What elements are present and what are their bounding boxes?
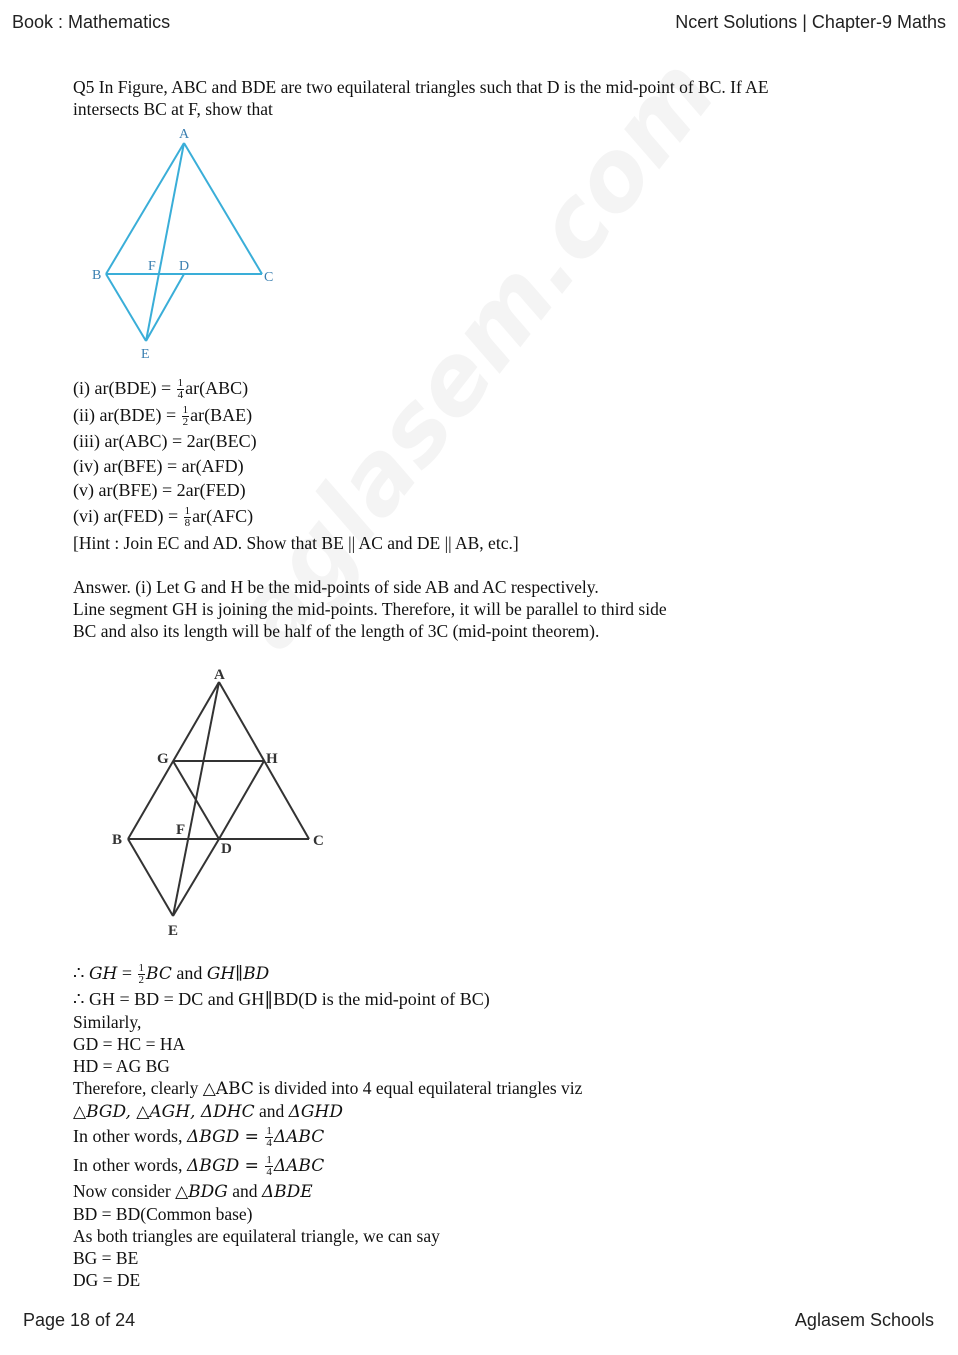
answer-line-3: BC and also its length will be half of the length of 3C (mid-point theorem). xyxy=(73,621,600,641)
step-bg-be: BG = BE xyxy=(73,1248,139,1268)
segment-be xyxy=(106,274,146,341)
answer-line-2: Line segment GH is joining the mid-points. Therefore, it will be parallel to third side xyxy=(73,599,667,619)
label-a: A xyxy=(179,127,190,142)
part-iii: (iii) ar(ABC) = 2ar(BEC) xyxy=(73,431,257,451)
label-f: F xyxy=(176,822,186,838)
step-hd-ag-bg: HD = AG BG xyxy=(73,1056,170,1076)
label-d: D xyxy=(179,259,190,274)
header-book-title: Book : Mathematics xyxy=(12,12,171,32)
fraction: $\frac{1}{2}$ xyxy=(182,404,189,429)
page-content xyxy=(73,76,893,120)
label-g: G xyxy=(157,751,169,767)
label-c: C xyxy=(264,270,274,285)
segment-ae xyxy=(173,682,219,916)
label-a: A xyxy=(214,667,225,683)
label-e: E xyxy=(141,347,150,362)
fraction: $\frac{1}{4}$ xyxy=(266,1154,272,1179)
figure-2-triangles xyxy=(105,662,335,942)
part-v: (v) ar(BFE) = 2ar(FED) xyxy=(73,480,246,500)
step-gd-hc-ha: GD = HC = HA xyxy=(73,1034,186,1054)
question-line-1: Q5 In Figure, ABC and BDE are two equilateral triangles such that D is the mid-point of BC. If AE xyxy=(73,77,769,97)
fraction: $\frac{1}{4}$ xyxy=(177,377,184,402)
label-f: F xyxy=(148,259,156,274)
question-line-2: intersects BC at F, show that xyxy=(73,99,273,119)
part-iv: (iv) ar(BFE) = ar(AFD) xyxy=(73,456,244,476)
segment-be xyxy=(128,839,173,916)
step-dg-de: DG = DE xyxy=(73,1270,141,1290)
part-vi: (vi) ar(FED) = $\frac{1}{8}$ ar(AFC) xyxy=(73,505,254,530)
step-gh-bd-dc: ∴ GH = BD = DC and GH∥BD(D is the mid-point of BC) xyxy=(73,989,490,1009)
label-c: C xyxy=(313,833,324,849)
figure-1-triangles xyxy=(85,124,285,364)
fraction: $\frac{1}{2}$ xyxy=(138,962,145,987)
hint: [Hint : Join EC and AD. Show that BE || AC and DE || AB, etc.] xyxy=(73,533,519,553)
step-equilateral: As both triangles are equilateral triangle, we can say xyxy=(73,1226,440,1246)
solution-steps xyxy=(73,960,893,1291)
parts-list xyxy=(73,375,893,642)
answer-line-1: Answer. (i) Let G and H be the mid-points of side AB and AC respectively. xyxy=(73,577,599,597)
label-e: E xyxy=(168,923,179,939)
step-similarly: Similarly, xyxy=(73,1012,142,1032)
header-chapter-title: Ncert Solutions | Chapter-9 Maths xyxy=(675,12,946,32)
fraction: $\frac{1}{8}$ xyxy=(184,505,191,530)
step-other-words-1: In other words, ΔBGD = $\frac{1}{4}$ ΔABC xyxy=(73,1125,325,1150)
segment-ac xyxy=(184,143,262,274)
segment-ae xyxy=(146,143,184,341)
step-other-words-2: In other words, ΔBGD = $\frac{1}{4}$ ΔABC xyxy=(73,1154,325,1179)
footer-page-number: Page 18 of 24 xyxy=(23,1310,136,1330)
segment-hd xyxy=(219,761,264,839)
step-gh-half-bc: ∴ GH = $\frac{1}{2}$ BC and GH∥BD xyxy=(73,962,270,987)
label-h: H xyxy=(266,751,278,767)
part-i: (i) ar(BDE) = $\frac{1}{4}$ ar(ABC) xyxy=(73,377,249,402)
label-b: B xyxy=(112,832,123,848)
step-triangles-list: △BGD, △AGH, ΔDHC and ΔGHD xyxy=(73,1101,343,1122)
label-b: B xyxy=(92,268,102,283)
step-divided: Therefore, clearly △ABC is divided into 4 equal equilateral triangles viz xyxy=(73,1078,583,1099)
step-common-base: BD = BD(Common base) xyxy=(73,1204,253,1224)
step-now-consider: Now consider △BDG and ΔBDE xyxy=(73,1181,313,1202)
part-ii: (ii) ar(BDE) = $\frac{1}{2}$ ar(BAE) xyxy=(73,404,253,429)
footer-publisher: Aglasem Schools xyxy=(794,1310,934,1330)
label-d: D xyxy=(221,841,232,857)
fraction: $\frac{1}{4}$ xyxy=(266,1125,272,1150)
